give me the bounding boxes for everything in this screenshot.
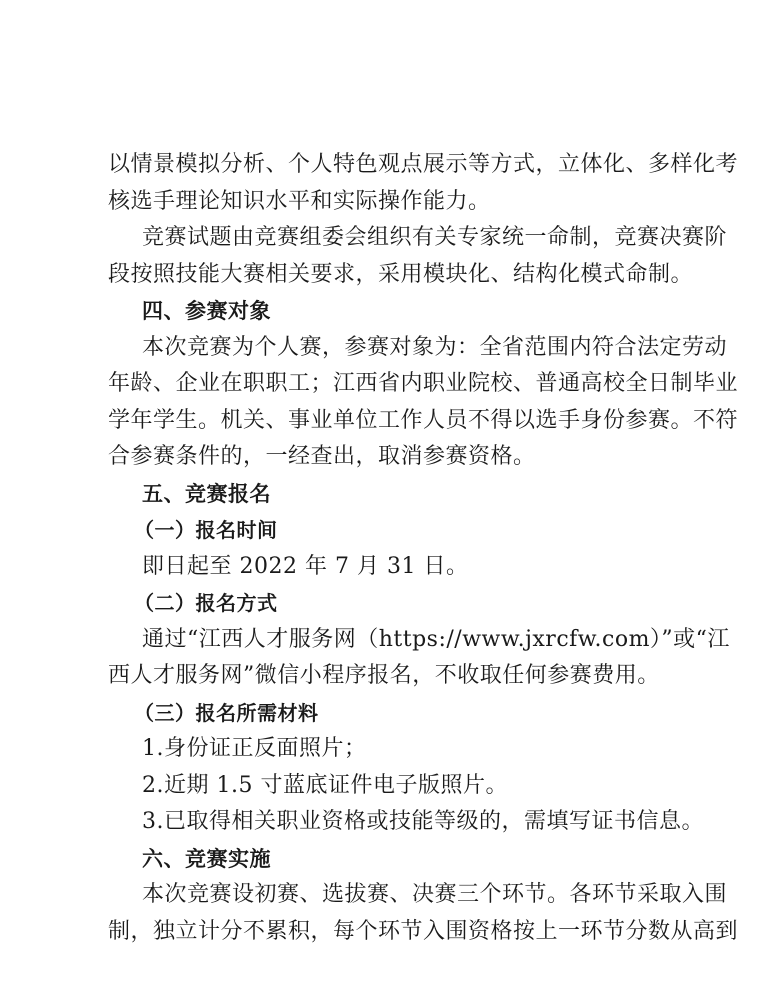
paragraph-line: 学年学生。机关、事业单位工作人员不得以选手身份参赛。不符 [108,407,739,433]
paragraph-line: 段按照技能大赛相关要求，采用模块化、结构化模式命制。 [108,261,694,287]
paragraph-line: 本次竞赛设初赛、选拔赛、决赛三个环节。各环节采取入围 [142,882,728,907]
subheading-registration-time: （一）报名时间 [134,518,278,542]
paragraph-line: 即日起至 2022 年 7 月 31 日。 [142,553,469,579]
paragraph-line: 西人才服务网”微信小程序报名，不收取任何参赛费用。 [108,663,660,688]
list-item: 3.已取得相关职业资格或技能等级的，需填写证书信息。 [142,809,704,834]
list-item: 1.身份证正反面照片； [142,736,367,761]
section-heading-registration: 五、竞赛报名 [142,481,271,506]
section-heading-implementation: 六、竞赛实施 [142,846,271,871]
list-item: 2.近期 1.5 寸蓝底证件电子版照片。 [142,772,508,798]
paragraph-line: 合参赛条件的，一经查出，取消参赛资格。 [108,444,536,469]
subheading-required-materials: （三）报名所需材料 [134,700,319,725]
document-body [108,147,739,950]
paragraph-line: 通过“江西人才服务网（https://www.jxrcfw.com）”或“江 [142,626,730,652]
paragraph-line: 年龄、企业在职职工；江西省内职业院校、普通高校全日制毕业 [108,371,739,396]
subheading-registration-method: （二）报名方式 [134,591,278,615]
paragraph-line: 制，独立计分不累积，每个环节入围资格按上一环节分数从高到 [108,918,739,944]
paragraph-line: 核选手理论知识水平和实际操作能力。 [108,188,491,214]
section-heading-participants: 四、参赛对象 [142,299,271,323]
paragraph-line: 竞赛试题由竞赛组委会组织有关专家统一命制，竞赛决赛阶 [142,225,728,250]
paragraph-line: 本次竞赛为个人赛，参赛对象为：全省范围内符合法定劳动 [142,334,728,360]
paragraph-line: 以情景模拟分析、个人特色观点展示等方式，立体化、多样化考 [108,152,739,177]
